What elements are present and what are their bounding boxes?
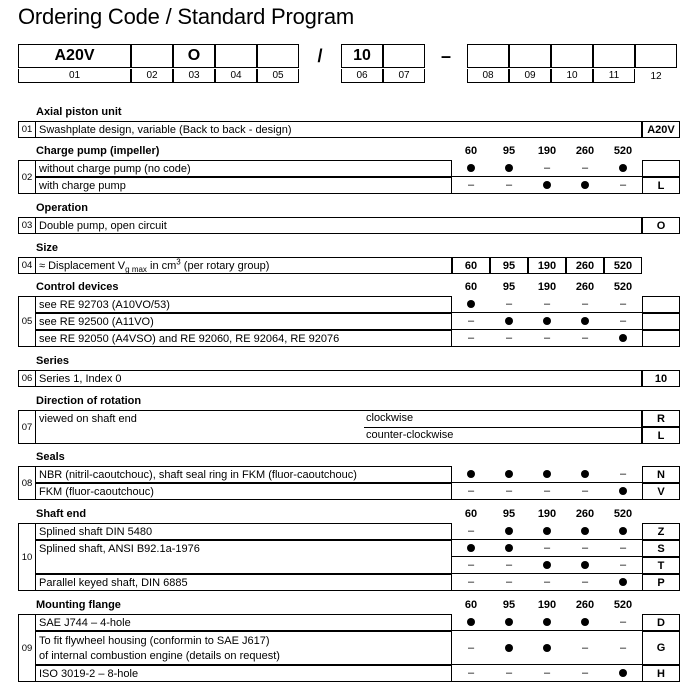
seals-row-2-label: FKM (fluor-caoutchouc): [36, 483, 452, 500]
control-row-1-code: [642, 296, 680, 313]
control-row-3-mark-190-not-available: [528, 330, 566, 347]
axial-description: Swashplate design, variable (Back to back - design): [36, 121, 642, 138]
size-description-mid: in cm: [146, 260, 177, 272]
size-description-prefix: ≈ Displacement V: [39, 260, 126, 272]
operation-code: O: [642, 217, 680, 234]
code-position-9: –: [440, 45, 451, 66]
mounting-row-1-mark-95-available: [490, 614, 528, 631]
size-option-60[interactable]: 60: [452, 257, 490, 274]
section-control-title: Control devices: [36, 281, 119, 293]
code-number-10: 10: [551, 69, 593, 83]
size-option-190[interactable]: 190: [528, 257, 566, 274]
rotation-row-1-code: R: [642, 410, 680, 427]
mounting-row-1-mark-190-available: [528, 614, 566, 631]
control-row-2-mark-95-available: [490, 313, 528, 330]
operation-num: 03: [18, 217, 36, 234]
section-mounting-title: Mounting flange: [36, 599, 121, 611]
mounting-row-3-mark-260-not-available: [566, 665, 604, 682]
charge-size-header-95: 95: [502, 145, 516, 157]
charge-size-header-60: 60: [464, 145, 478, 157]
code-position-13: [593, 44, 635, 68]
mounting-row-2-label: [36, 631, 452, 665]
mounting-row-2-line-2: of internal combustion engine (details on request): [39, 650, 280, 662]
mounting-row-1-label: SAE J744 – 4-hole: [36, 614, 452, 631]
code-number-7: 07: [383, 69, 425, 83]
control-row-1-label: see RE 92703 (A10VO/53): [36, 296, 452, 313]
control-row-1-mark-60-available: [452, 296, 490, 313]
shaft-row-2-mark-60-available: [452, 540, 490, 557]
mounting-row-1-code: D: [642, 614, 680, 631]
seals-row-1-mark-260-available: [566, 466, 604, 483]
section-charge-title: Charge pump (impeller): [36, 145, 160, 157]
code-position-3: O: [173, 44, 215, 68]
charge-size-header-190: 190: [537, 145, 557, 157]
shaft-row-4-mark-190-not-available: [528, 574, 566, 591]
section-axial-title: Axial piston unit: [36, 106, 122, 118]
code-number-11: 11: [593, 69, 635, 83]
mounting-row-2-mark-190: [528, 631, 566, 665]
mounting-row-1-mark-60-available: [452, 614, 490, 631]
code-position-8: [383, 44, 425, 68]
section-shaft-title: Shaft end: [36, 508, 87, 520]
shaft-row-1-label: Splined shaft DIN 5480: [36, 523, 452, 540]
control-size-header-190: 190: [537, 281, 557, 293]
shaft-row-4-mark-95-not-available: [490, 574, 528, 591]
axial-code: A20V: [642, 121, 680, 138]
mounting-row-2-code: G: [642, 631, 680, 665]
mounting-size-header-520: 520: [613, 599, 633, 611]
mounting-row-2-mark-260: [566, 631, 604, 665]
charge-row-2-mark-260-available: [566, 177, 604, 194]
code-position-7: 10: [341, 44, 383, 68]
series-code: 10: [642, 370, 680, 387]
code-number-9: 09: [509, 69, 551, 83]
mounting-row-2-line-1: To fit flywheel housing (conformin to SAE J617): [39, 635, 270, 647]
code-position-12: [551, 44, 593, 68]
charge-row-2-label: with charge pump: [36, 177, 452, 194]
charge-row-2-mark-190-available: [528, 177, 566, 194]
code-number-3: 03: [173, 69, 215, 83]
seals-row-2-mark-60-not-available: [452, 483, 490, 500]
seals-row-2-mark-520-available: [604, 483, 642, 500]
mounting-size-header-60: 60: [464, 599, 478, 611]
control-row-2-mark-520-not-available: [604, 313, 642, 330]
mounting-row-3-label: ISO 3019-2 – 8-hole: [36, 665, 452, 682]
mounting-row-3-mark-190-not-available: [528, 665, 566, 682]
mounting-row-3-mark-520-available: [604, 665, 642, 682]
charge-row-2-mark-60-not-available: [452, 177, 490, 194]
charge-size-header-520: 520: [613, 145, 633, 157]
shaft-row-4-mark-60-not-available: [452, 574, 490, 591]
charge-row-1-mark-190-not-available: [528, 160, 566, 177]
charge-row-2-mark-95-not-available: [490, 177, 528, 194]
shaft-num: 10: [18, 523, 36, 591]
mounting-size-header-190: 190: [537, 599, 557, 611]
size-description-suffix: (per rotary group): [180, 260, 270, 272]
charge-row-1-mark-260-not-available: [566, 160, 604, 177]
code-number-2: 02: [131, 69, 173, 83]
control-row-1-mark-260-not-available: [566, 296, 604, 313]
mounting-size-header-260: 260: [575, 599, 595, 611]
shaft-row-4-label: Parallel keyed shaft, DIN 6885: [36, 574, 452, 591]
seals-row-1-label: NBR (nitril-caoutchouc), shaft seal ring in FKM (fluor-caoutchouc): [36, 466, 452, 483]
seals-row-1-mark-520-not-available: [604, 466, 642, 483]
shaft-row-4-code: P: [642, 574, 680, 591]
mounting-row-3-mark-95-not-available: [490, 665, 528, 682]
control-row-3-mark-60-not-available: [452, 330, 490, 347]
section-operation-title: Operation: [36, 202, 88, 214]
rotation-row-2-code: L: [642, 427, 680, 444]
rotation-divider: [364, 427, 642, 428]
seals-row-1-mark-60-available: [452, 466, 490, 483]
shaft-size-header-260: 260: [575, 508, 595, 520]
shaft-size-header-190: 190: [537, 508, 557, 520]
size-description-sub: g max: [125, 265, 147, 275]
code-number-5: 05: [257, 69, 299, 83]
code-position-1: A20V: [18, 44, 131, 68]
charge-row-1-mark-95-available: [490, 160, 528, 177]
rotation-row-1-label: clockwise: [366, 412, 414, 424]
mounting-row-1-mark-520-not-available: [604, 614, 642, 631]
control-num: 05: [18, 296, 36, 347]
size-description-sup: 3: [176, 257, 181, 267]
rotation-num: 07: [18, 410, 36, 444]
code-number-8: 08: [467, 69, 509, 83]
size-num: 04: [18, 257, 36, 274]
page-title: Ordering Code / Standard Program: [18, 4, 354, 29]
code-number-12: 12: [650, 70, 662, 82]
shaft-row-2-label: Splined shaft, ANSI B92.1a-1976: [36, 540, 452, 574]
shaft-row-1-code: Z: [642, 523, 680, 540]
mounting-row-2-mark-60: [452, 631, 490, 665]
seals-row-2-mark-260-not-available: [566, 483, 604, 500]
charge-row-1-mark-60-available: [452, 160, 490, 177]
code-position-6: /: [317, 45, 323, 66]
shaft-row-2-mark-260-not-available: [566, 540, 604, 557]
control-row-3-mark-260-not-available: [566, 330, 604, 347]
seals-row-2-mark-95-not-available: [490, 483, 528, 500]
control-row-1-mark-190-not-available: [528, 296, 566, 313]
charge-size-header-260: 260: [575, 145, 595, 157]
section-series-title: Series: [36, 355, 70, 367]
control-row-3-label: see RE 92050 (A4VSO) and RE 92060, RE 92064, RE 92076: [36, 330, 452, 347]
series-num: 06: [18, 370, 36, 387]
mounting-num: 09: [18, 614, 36, 682]
mounting-row-2-mark-95: [490, 631, 528, 665]
control-row-2-mark-190-available: [528, 313, 566, 330]
shaft-row-1-mark-260-available: [566, 523, 604, 540]
charge-num: 02: [18, 160, 36, 194]
shaft-row-4-mark-260-not-available: [566, 574, 604, 591]
control-row-3-mark-95-not-available: [490, 330, 528, 347]
shaft-row-3-mark-260-available: [566, 557, 604, 574]
shaft-row-1-mark-520-available: [604, 523, 642, 540]
code-position-10: [467, 44, 509, 68]
shaft-row-4-mark-520-available: [604, 574, 642, 591]
code-position-14: [635, 44, 677, 68]
control-size-header-95: 95: [502, 281, 516, 293]
charge-row-1-code: [642, 160, 680, 177]
shaft-size-header-60: 60: [464, 508, 478, 520]
shaft-row-2-code: S: [642, 540, 680, 557]
control-row-3-mark-520-available: [604, 330, 642, 347]
charge-row-2-mark-520-not-available: [604, 177, 642, 194]
rotation-row-2-label: counter-clockwise: [366, 429, 454, 441]
code-position-5: [257, 44, 299, 68]
charge-row-2-code: L: [642, 177, 680, 194]
code-number-4: 04: [215, 69, 257, 83]
shaft-row-3-code: T: [642, 557, 680, 574]
control-size-header-260: 260: [575, 281, 595, 293]
code-position-4: [215, 44, 257, 68]
shaft-row-3-mark-520-not-available: [604, 557, 642, 574]
control-row-3-code: [642, 330, 680, 347]
shaft-row-2-mark-95-available: [490, 540, 528, 557]
code-number-6: 06: [341, 69, 383, 83]
mounting-row-3-mark-60-not-available: [452, 665, 490, 682]
control-row-2-mark-260-available: [566, 313, 604, 330]
seals-row-1-mark-95-available: [490, 466, 528, 483]
size-option-260[interactable]: 260: [566, 257, 604, 274]
charge-row-1-label: without charge pump (no code): [36, 160, 452, 177]
shaft-row-3-mark-190-available: [528, 557, 566, 574]
shaft-row-2-mark-190-not-available: [528, 540, 566, 557]
control-row-1-mark-520-not-available: [604, 296, 642, 313]
control-row-1-mark-95-not-available: [490, 296, 528, 313]
code-position-2: [131, 44, 173, 68]
mounting-row-2-mark-520: [604, 631, 642, 665]
axial-num: 01: [18, 121, 36, 138]
shaft-row-3-mark-95-not-available: [490, 557, 528, 574]
section-seals-title: Seals: [36, 451, 65, 463]
control-row-2-mark-60-not-available: [452, 313, 490, 330]
series-description: Series 1, Index 0: [36, 370, 642, 387]
size-option-95[interactable]: 95: [490, 257, 528, 274]
rotation-description: viewed on shaft end: [36, 410, 642, 444]
size-option-520[interactable]: 520: [604, 257, 642, 274]
control-size-header-520: 520: [613, 281, 633, 293]
seals-row-1-code: N: [642, 466, 680, 483]
operation-description: Double pump, open circuit: [36, 217, 642, 234]
shaft-row-1-mark-95-available: [490, 523, 528, 540]
shaft-row-1-mark-190-available: [528, 523, 566, 540]
shaft-size-header-95: 95: [502, 508, 516, 520]
shaft-row-1-mark-60-not-available: [452, 523, 490, 540]
seals-num: 08: [18, 466, 36, 500]
code-number-1: 01: [18, 69, 131, 83]
section-rotation-title: Direction of rotation: [36, 395, 142, 407]
mounting-size-header-95: 95: [502, 599, 516, 611]
seals-row-1-mark-190-available: [528, 466, 566, 483]
charge-row-1-mark-520-available: [604, 160, 642, 177]
seals-row-2-mark-190-not-available: [528, 483, 566, 500]
control-row-2-code: [642, 313, 680, 330]
mounting-row-1-mark-260-available: [566, 614, 604, 631]
control-row-2-label: see RE 92500 (A11VO): [36, 313, 452, 330]
control-size-header-60: 60: [464, 281, 478, 293]
seals-row-2-code: V: [642, 483, 680, 500]
mounting-row-3-code: H: [642, 665, 680, 682]
shaft-row-2-mark-520-not-available: [604, 540, 642, 557]
shaft-size-header-520: 520: [613, 508, 633, 520]
size-description: [36, 257, 452, 274]
section-size-title: Size: [36, 242, 59, 254]
shaft-row-3-mark-60-not-available: [452, 557, 490, 574]
code-position-11: [509, 44, 551, 68]
